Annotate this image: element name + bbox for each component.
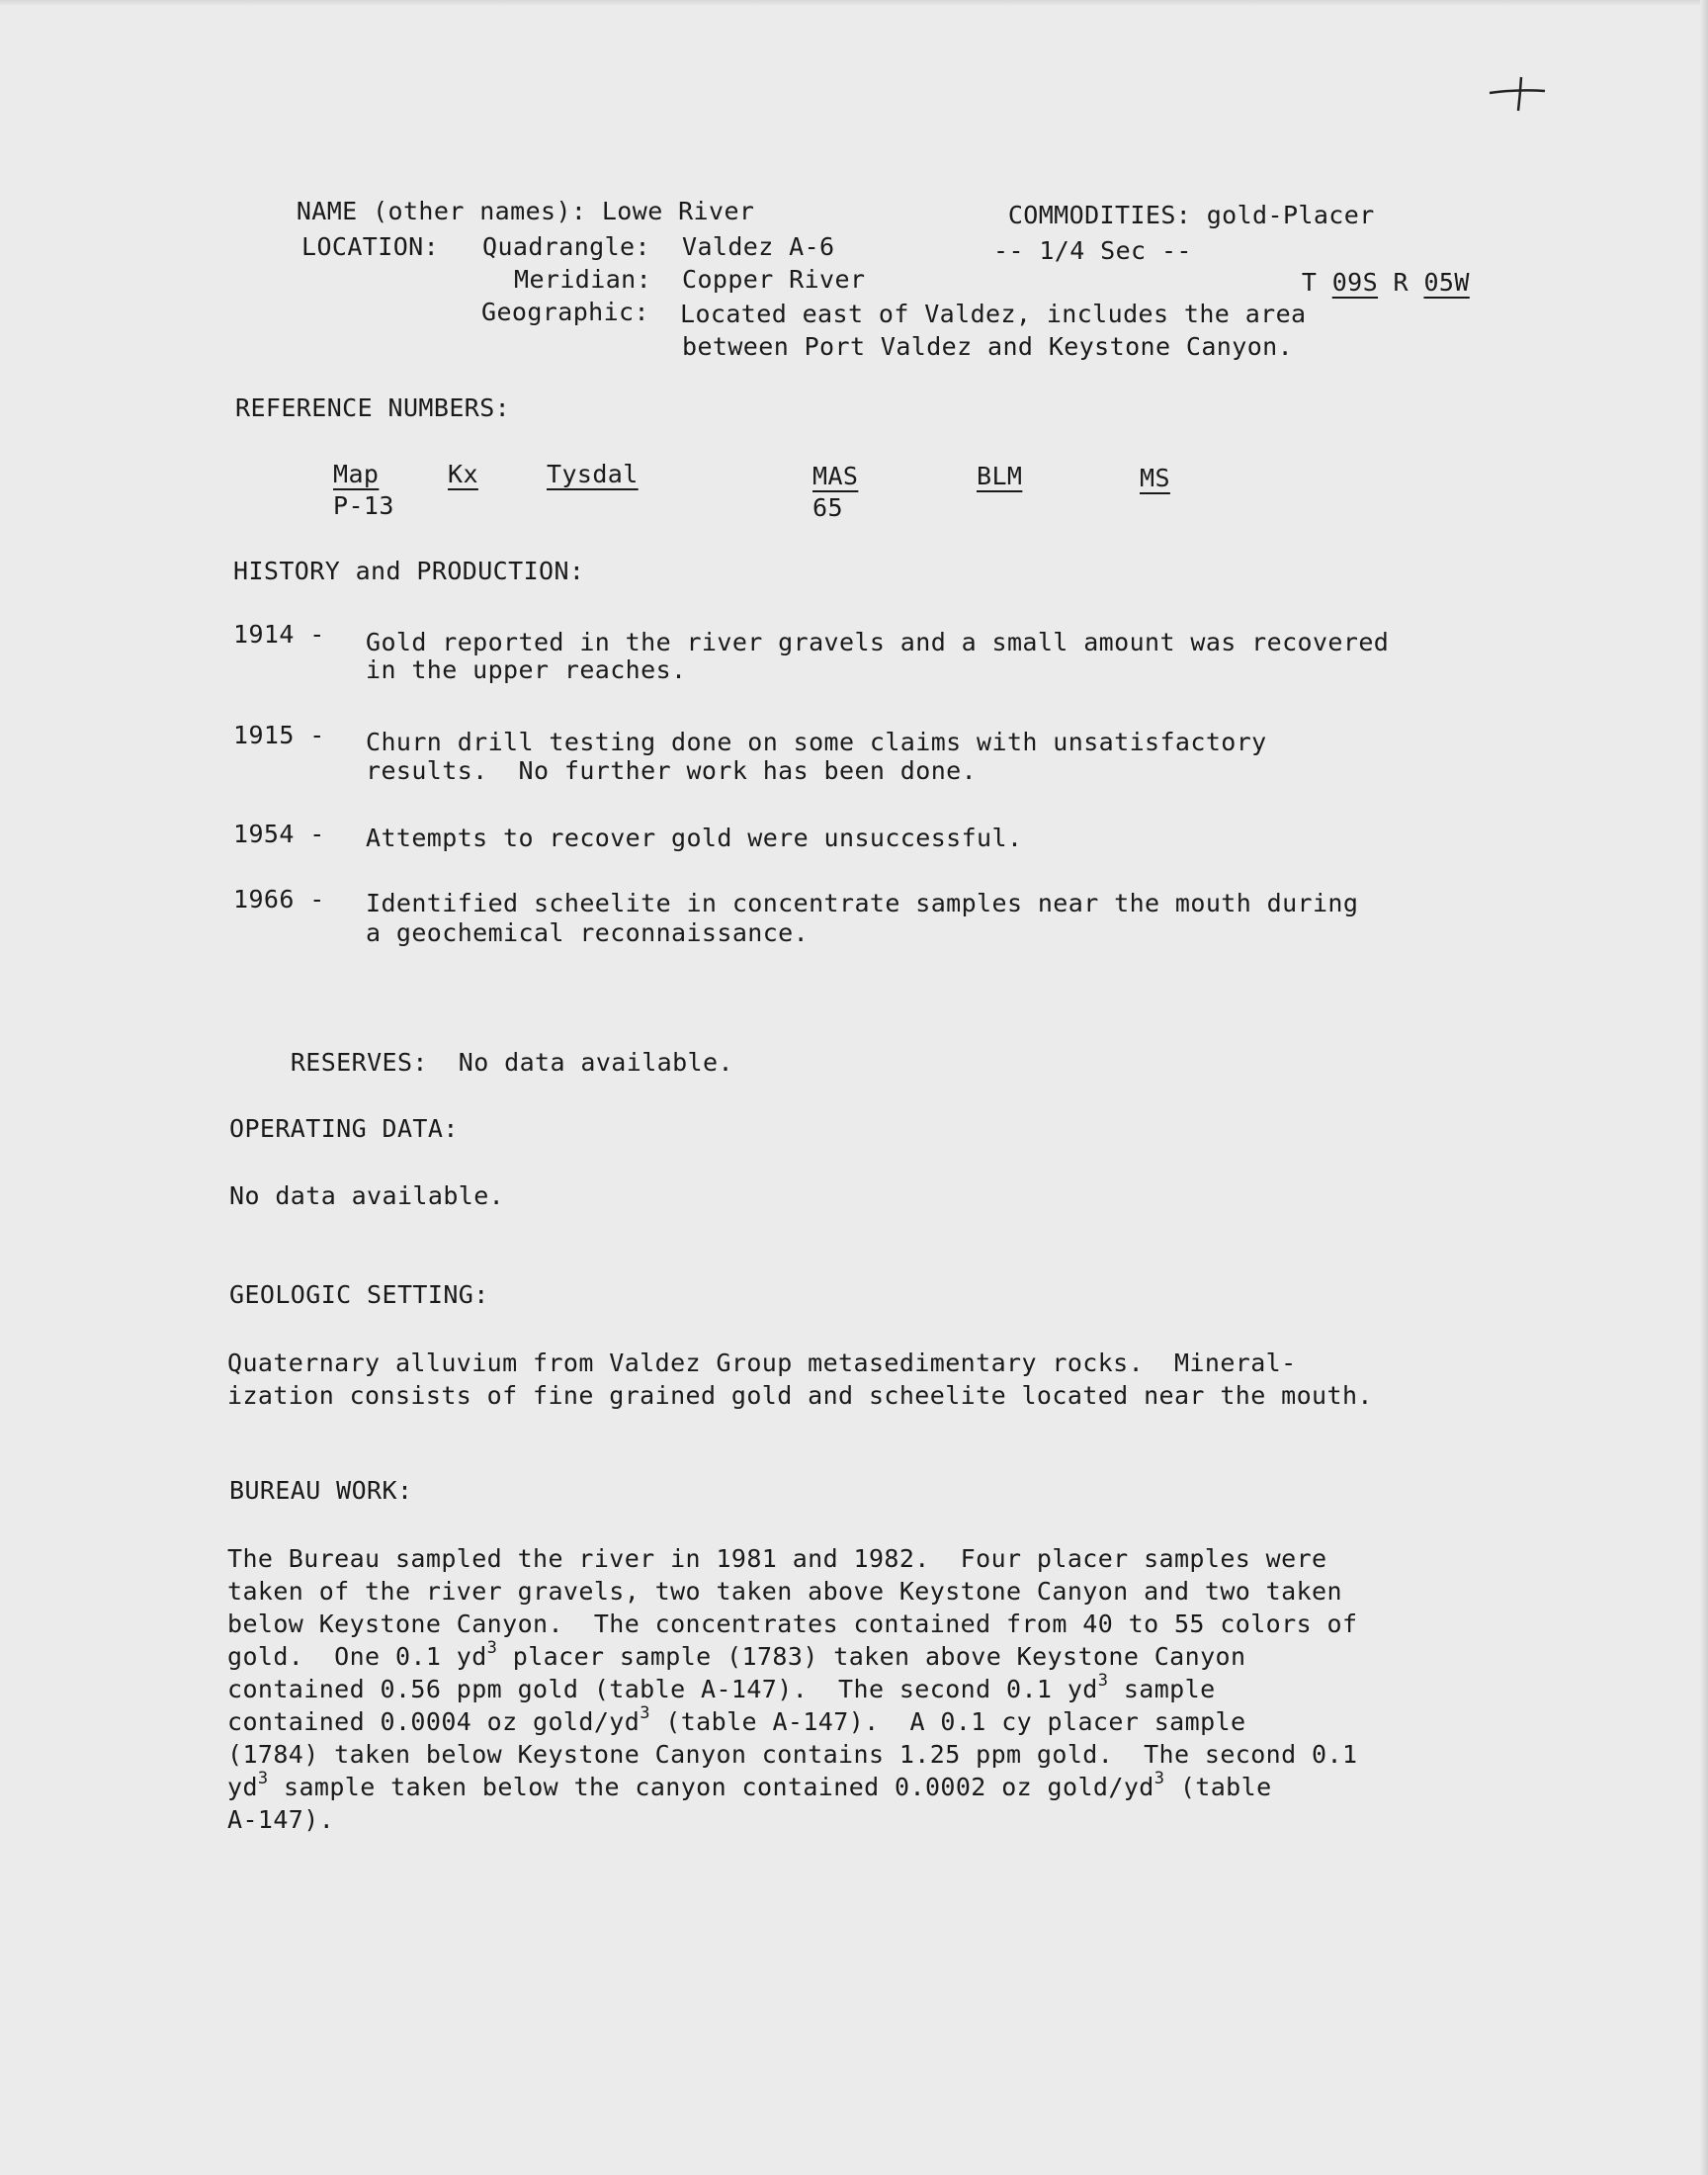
geologic-setting-line-2: ization consists of fine grained gold and scheelite located near the mouth. <box>227 1381 1373 1410</box>
history-text-line-1: Churn drill testing done on some claims with unsatisfactory <box>366 728 1267 756</box>
history-label: HISTORY and PRODUCTION: <box>233 557 585 585</box>
commodities-value: gold-Placer <box>1206 201 1375 229</box>
quadrangle-value: Valdez A-6 <box>682 232 835 261</box>
history-text-line-2: in the upper reaches. <box>366 655 687 684</box>
scan-edge-top <box>0 0 1708 6</box>
bureau-line-9: A-147). <box>227 1805 335 1834</box>
township-prefix: T <box>1301 268 1318 297</box>
scan-edge-right <box>1700 0 1708 2175</box>
bureau-line-2: taken of the river gravels, two taken above Keystone Canyon and two taken <box>227 1577 1342 1606</box>
quadrangle-label: Quadrangle: <box>482 232 650 261</box>
history-text-line-2: a geochemical reconnaissance. <box>366 918 810 947</box>
bureau-line-8 <box>227 1768 1512 1803</box>
bureau-line-8-a: yd <box>227 1773 258 1801</box>
history-text-line-1: Identified scheelite in concentrate samples near the mouth during <box>366 889 1359 917</box>
history-text-line-1: Gold reported in the river gravels and a small amount was recovered <box>366 628 1390 656</box>
bureau-line-1: The Bureau sampled the river in 1981 and 1982. Four placer samples were <box>227 1544 1327 1573</box>
geologic-setting-line-1: Quaternary alluvium from Valdez Group metasedimentary rocks. Mineral- <box>227 1348 1297 1377</box>
bureau-line-5 <box>227 1670 1512 1705</box>
reserves-row <box>229 1015 733 1110</box>
bureau-line-5-a: contained 0.56 ppm gold (table A-147). The second 0.1 yd <box>227 1675 1098 1703</box>
history-year: 1914 - <box>233 620 325 649</box>
bureau-work-label: BUREAU WORK: <box>229 1476 413 1505</box>
reference-numbers-label: REFERENCE NUMBERS: <box>235 393 511 422</box>
geologic-setting-label: GEOLOGIC SETTING: <box>229 1280 489 1309</box>
range-value: 05W <box>1423 268 1470 297</box>
history-year: 1954 - <box>233 820 325 848</box>
geographic-label: Geographic: <box>481 298 649 326</box>
ref-header-map: Map <box>333 460 380 488</box>
bureau-line-6-b: (table A-147). A 0.1 cy placer sample <box>649 1707 1246 1736</box>
range-prefix: R <box>1393 268 1409 297</box>
bureau-line-3: below Keystone Canyon. The concentrates contained from 40 to 55 colors of <box>227 1610 1358 1638</box>
history-text-line-1: Attempts to recover gold were unsuccessful. <box>366 824 1023 852</box>
superscript-3: 3 <box>486 1637 498 1658</box>
bureau-line-6-a: contained 0.0004 oz gold/yd <box>227 1707 640 1736</box>
commodities-label: COMMODITIES: <box>1007 201 1192 229</box>
ref-value-mas: 65 <box>812 493 843 522</box>
operating-data-value: No data available. <box>229 1181 505 1210</box>
name-value: Lowe River <box>601 197 755 225</box>
bureau-line-8-c: (table <box>1164 1773 1272 1801</box>
ref-value-map: P-13 <box>333 491 394 520</box>
bureau-line-4 <box>227 1637 1512 1673</box>
township-value: 09S <box>1331 268 1379 297</box>
operating-data-label: OPERATING DATA: <box>229 1114 459 1143</box>
history-year: 1915 - <box>233 721 325 749</box>
bureau-line-6 <box>227 1702 1512 1738</box>
reserves-value: No data available. <box>458 1048 733 1077</box>
superscript-3: 3 <box>1153 1768 1165 1788</box>
ref-header-ms: MS <box>1140 464 1170 492</box>
meridian-value: Copper River <box>682 265 866 294</box>
superscript-3: 3 <box>1097 1670 1109 1691</box>
bureau-line-5-b: sample <box>1108 1675 1216 1703</box>
history-text-line-2: results. No further work has been done. <box>366 756 978 785</box>
bureau-line-4-b: placer sample (1783) taken above Keystone Canyon <box>497 1642 1246 1671</box>
ref-header-blm: BLM <box>977 462 1023 490</box>
geographic-line-1: Located east of Valdez, includes the area <box>680 300 1307 328</box>
name-label: NAME (other names): <box>296 197 587 225</box>
corner-cross-mark <box>1488 69 1547 119</box>
geographic-line-2: between Port Valdez and Keystone Canyon. <box>682 332 1294 361</box>
bureau-line-7: (1784) taken below Keystone Canyon contains 1.25 ppm gold. The second 0.1 <box>227 1740 1358 1769</box>
bureau-line-8-b: sample taken below the canyon contained 0.0002 oz gold/yd <box>268 1773 1154 1801</box>
history-year: 1966 - <box>233 885 325 914</box>
ref-header-kx: Kx <box>448 460 478 488</box>
reserves-label: RESERVES: <box>290 1048 428 1077</box>
section-text: -- 1/4 Sec -- <box>993 236 1192 265</box>
location-label: LOCATION: <box>301 232 440 261</box>
ref-header-mas: MAS <box>812 462 859 490</box>
ref-header-tysdal: Tysdal <box>547 460 639 488</box>
bureau-line-4-a: gold. One 0.1 yd <box>227 1642 487 1671</box>
meridian-label: Meridian: <box>514 265 652 294</box>
superscript-3: 3 <box>640 1702 650 1723</box>
superscript-3: 3 <box>257 1768 269 1788</box>
